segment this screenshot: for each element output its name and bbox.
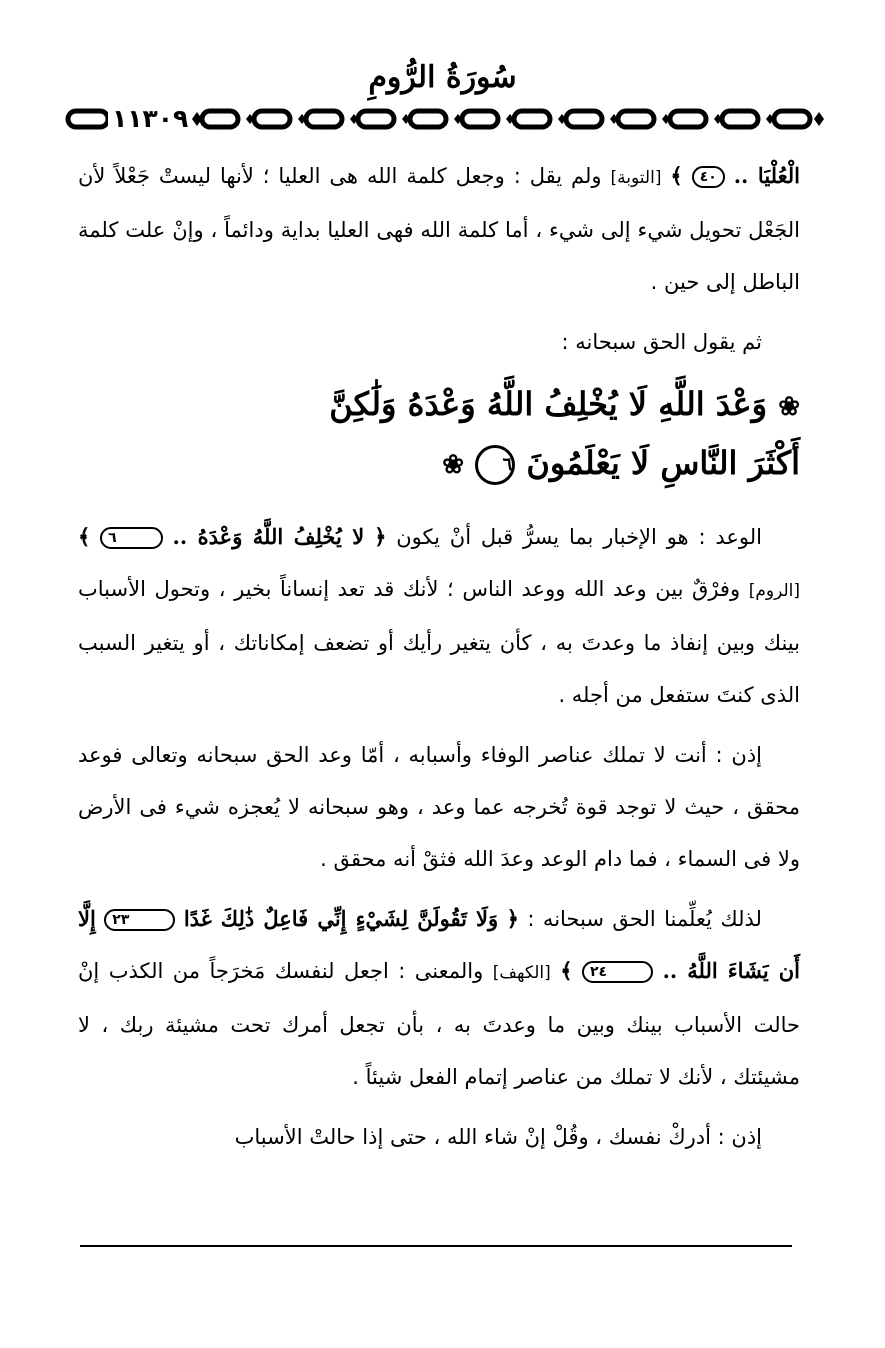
paragraph-text: ثم يقول الحق سبحانه : [561,330,762,354]
quranic-verse-block [78,376,800,493]
surah-reference: [الكهف] [492,963,551,983]
paragraph-text: الوعد : هو الإخبار بما يسرُّ قبل أنْ يكون [396,525,762,549]
surah-reference: [التوبة] [610,168,662,188]
paragraph-2 [78,316,800,368]
verse-quote: وَلَا تَقُولَنَّ لِشَيْءٍ إِنِّي فَاعِلٌ ذَٰلِكَ غَدًا [183,906,499,931]
verse-line-1 [78,376,800,435]
verse-number-badge: ٢٣ [104,909,175,931]
rosette-ornament-icon: ❀ [442,450,465,480]
verse-line-2 [78,435,800,494]
closing-bracket-glyph: ﴾ [78,524,91,549]
verse-quote: إِلَّا أَن يَشَاءَ اللَّهُ .. [78,906,801,983]
opening-bracket-glyph: ﴿ [506,906,519,931]
paragraph-text: والمعنى : اجعل لنفسك مَخرَجاً من الكذب إنْ حالت الأسباب بينك وبين ما وعدتَ به ، بأن تجعل أمرك تحت مشيئة ربك ، لا مشيئتك ، لأنك لا تملك من عناصر إتمام الفعل شيئاً . [78,959,800,1089]
paragraph-text: لذلك يُعلِّمنا الحق سبحانه : [527,907,762,931]
paragraph-3 [78,511,800,721]
body-text [78,150,800,1171]
verse-fragment: الْعُلْيَا .. [733,163,800,188]
paragraph-5 [78,893,800,1103]
rosette-ornament-icon: ❀ [778,391,800,422]
verse-quote: لا يُخْلِفُ اللَّهُ وَعْدَهُ .. [172,524,365,549]
verse-text: أَكْثَرَ النَّاسِ لَا يَعْلَمُونَ [526,443,800,482]
verse-number-badge: ٦ [100,527,163,549]
paragraph-text: إذن : أنت لا تملك عناصر الوفاء وأسبابه ، أمّا وعد الحق سبحانه وتعالى فوعد محقق ، حيث لا توجد قوة تُخرجه عما وعد ، وهو سبحانه لا يُعجزه شيء فى الأرض ولا فى السماء ، فما دام الوعد وعدَ الله فثقْ أنه محقق . [78,743,800,871]
surah-reference: [الروم] [748,581,800,601]
verse-number-badge: ٤٠ [692,166,725,188]
surah-title: سُورَةُ الرُّومِ [368,60,517,95]
paragraph-6 [78,1111,800,1163]
paragraph-text: ولم يقل : وجعل كلمة الله هى العليا ؛ لأنها ليستْ جَعْلاً لأن الجَعْل تحويل شيء إلى شيء ، أما كلمة الله فهى العليا بداية ودائماً ، وإنْ علت كلمة الباطل إلى حين . [78,164,800,294]
page-number: ١١٣٠٩ [108,104,192,134]
paragraph-1 [78,150,800,308]
paragraph-text: إذن : أدركْ نفسك ، وقُلْ إنْ شاء الله ، حتى إذا حالتْ الأسباب [234,1125,762,1149]
verse-number-badge: ٦ [475,445,515,485]
verse-number-badge: ٢٤ [582,961,653,983]
opening-bracket-glyph: ﴿ [374,524,387,549]
paragraph-4 [78,729,800,885]
paragraph-text: وفرْقٌ بين وعد الله ووعد الناس ؛ لأنك قد تعد إنساناً بخير ، وتحول الأسباب بينك وبين إنفاذ ما وعدتَ به ، كأن يتغير رأيك أو تضعف إمكاناتك ، أو يتغير السبب الذى كنتَ ستفعل من أجله . [78,577,800,707]
footer-divider [80,1245,792,1247]
verse-text: وَعْدَ اللَّهِ لَا يُخْلِفُ اللَّهُ وَعْدَهُ وَلَٰكِنَّ [329,385,768,423]
closing-bracket-glyph: ﴾ [560,958,573,983]
closing-bracket-glyph: ﴾ [670,163,683,188]
